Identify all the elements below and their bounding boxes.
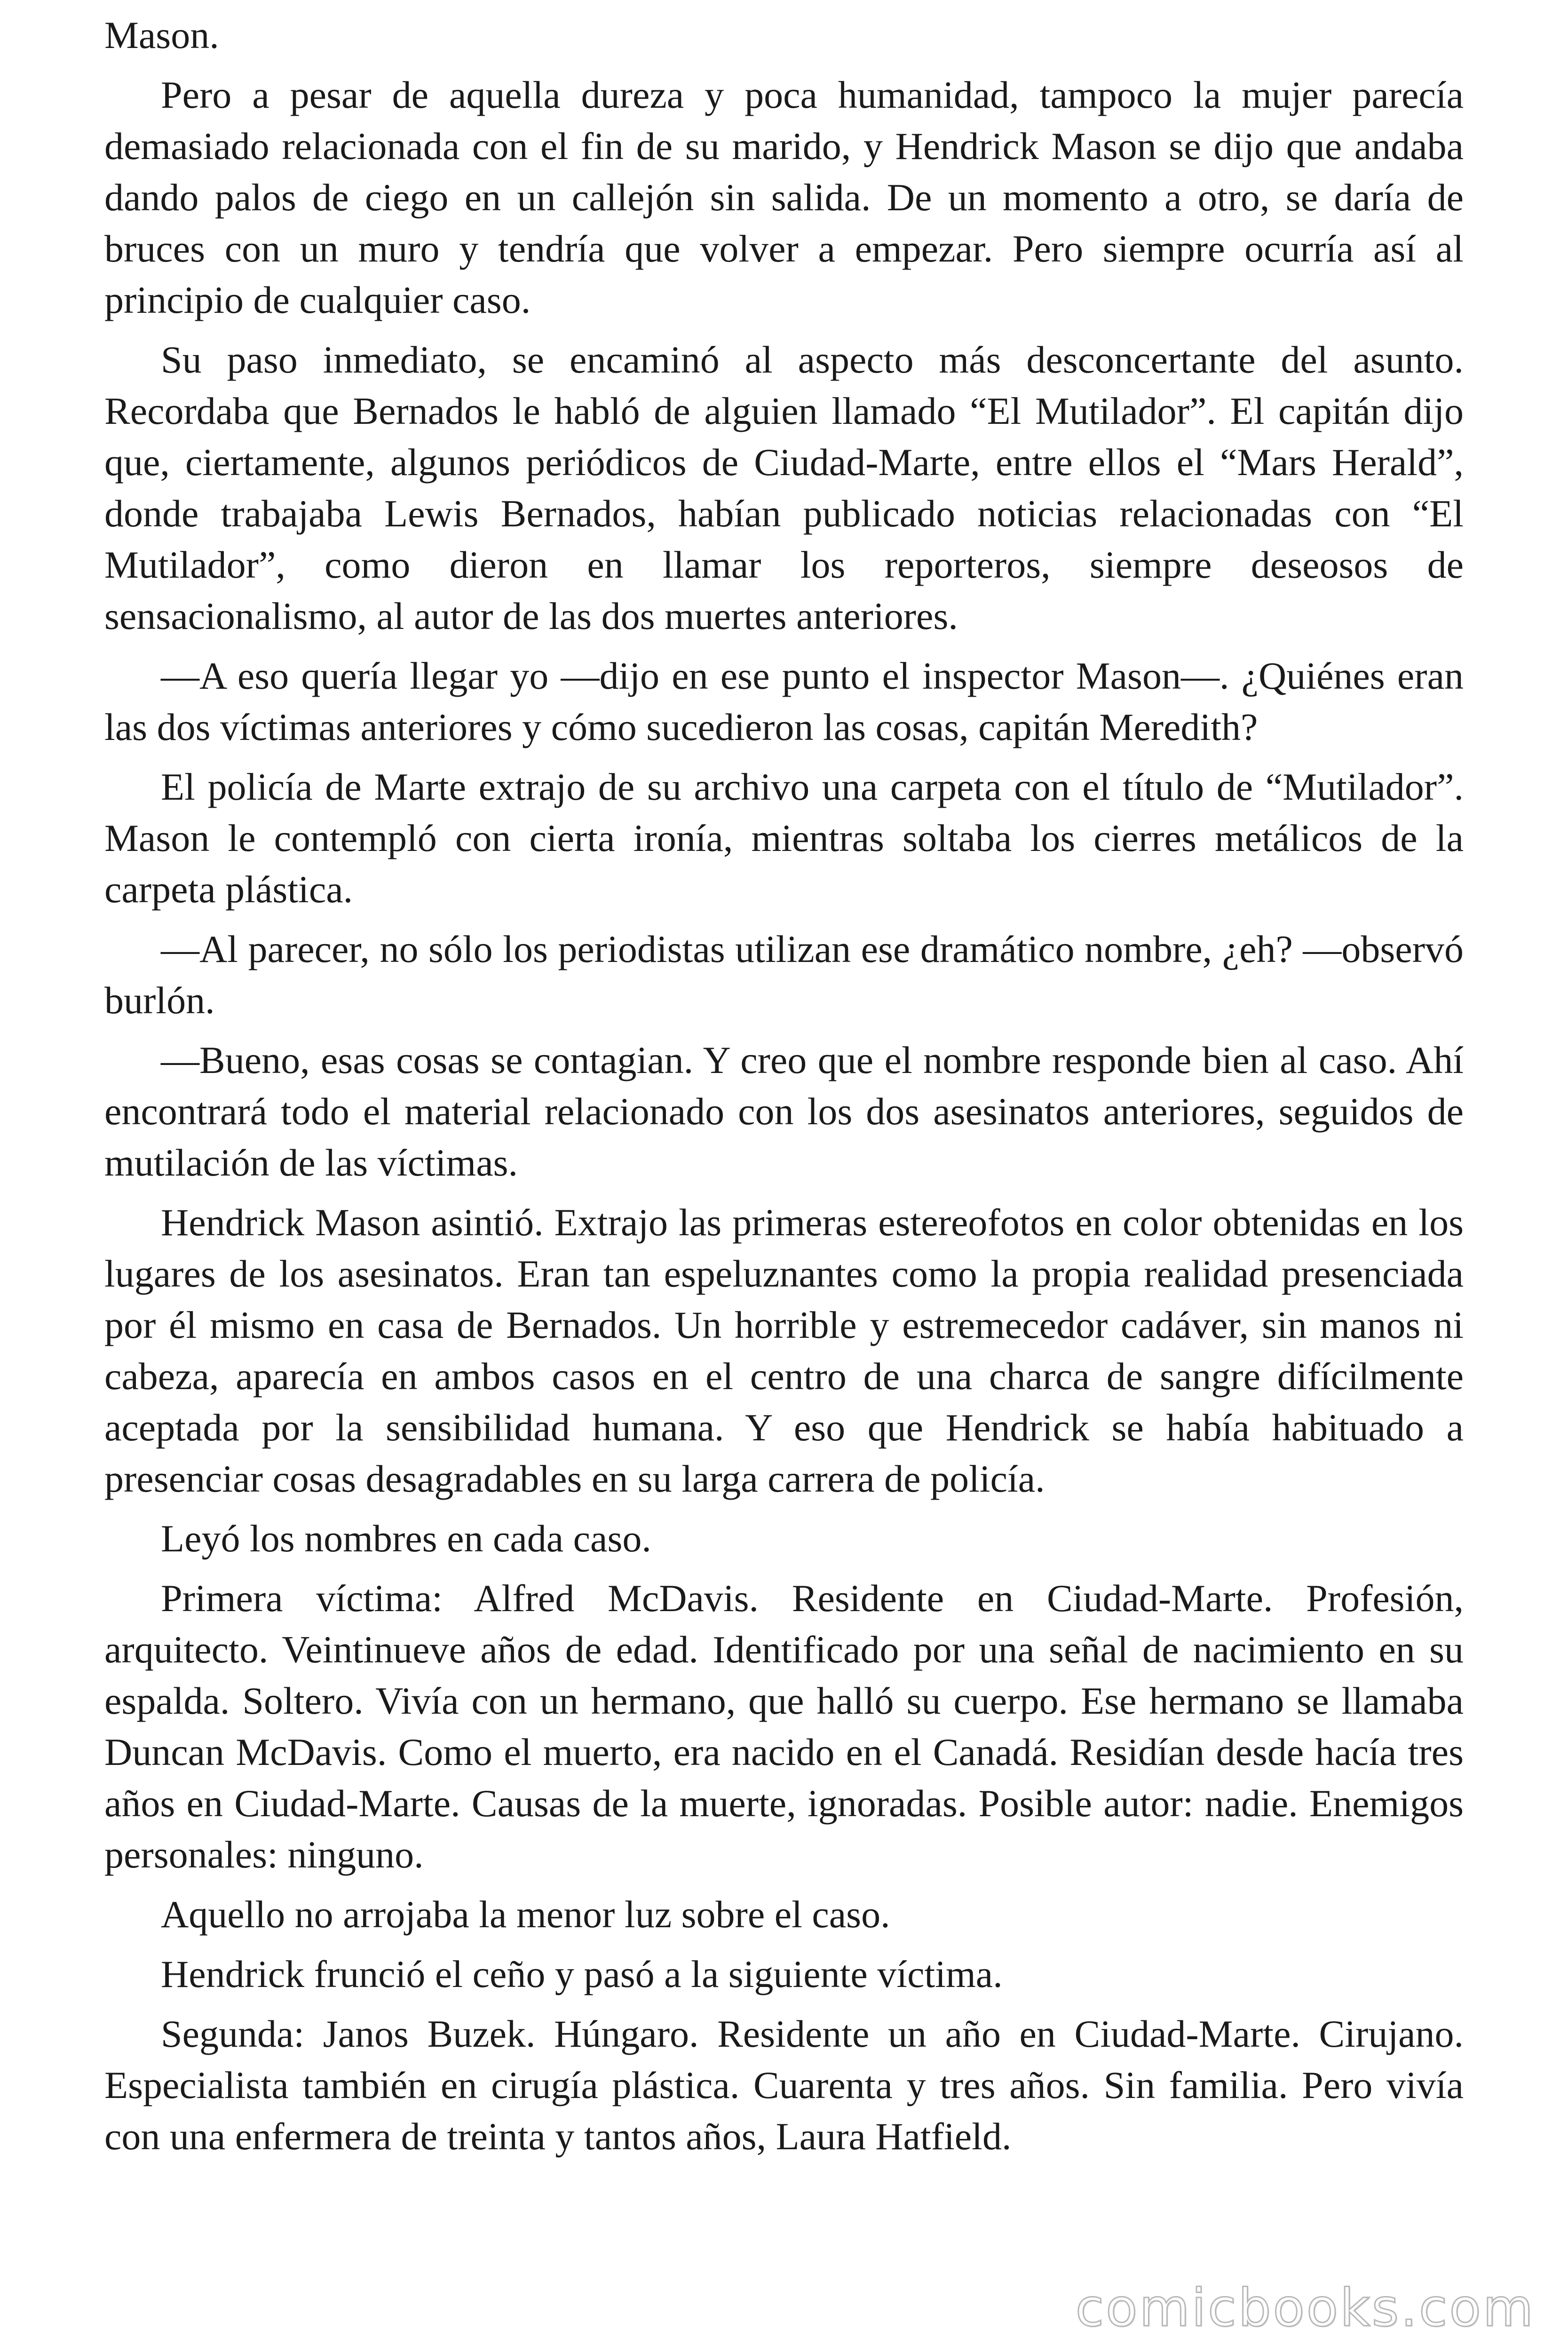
dialogue-paragraph: —Al parecer, no sólo los periodistas utilizan ese dramático nombre, ¿eh? —observó burlón. — [104, 928, 1464, 1022]
watermark-logo: comicbooks.com — [1075, 2278, 1535, 2338]
paragraph: Hendrick Mason asintió. Extrajo las primeras estereofotos en color obtenidas en los lugares de los asesinatos. Eran tan espeluznantes como la propia realidad presenciada por él mismo en casa de Bernados. Un horrible y estremecedor cadáver, sin manos ni cabeza, aparecía en ambos casos en el centro de una charca de sangre difícilmente aceptada por la sensibilidad humana. Y eso que Hendrick se había habituado a presenciar cosas desagradables en su larga carrera de policía. — [104, 1201, 1464, 1500]
paragraph: Hendrick frunció el ceño y pasó a la siguiente víctima. — [161, 1953, 1003, 1995]
paragraph: Primera víctima: Alfred McDavis. Residente en Ciudad-Marte. Profesión, arquitecto. Veintinueve años de edad. Identificado por una señal de nacimiento en su espalda. Soltero. Vivía con un hermano, que halló su cuerpo. Ese hermano se llamaba Duncan McDavis. Como el muerto, era nacido en el Canadá. Residían desde hacía tres años en Ciudad-Marte. Causas de la muerte, ignoradas. Posible autor: nadie. Enemigos personales: ninguno. — [104, 1577, 1464, 1876]
paragraph-continuation: Mason. — [104, 14, 219, 56]
page-text — [104, 9, 1464, 2170]
paragraph: El policía de Marte extrajo de su archivo una carpeta con el título de “Mutilador”. Mason le contempló con cierta ironía, mientras soltaba los cierres metálicos de la carpeta plástica. — [104, 765, 1464, 911]
paragraph: Pero a pesar de aquella dureza y poca humanidad, tampoco la mujer parecía demasiado relacionada con el fin de su marido, y Hendrick Mason se dijo que andaba dando palos de ciego en un callejón sin salida. De un momento a otro, se daría de bruces con un muro y tendría que volver a empezar. Pero siempre ocurría así al principio de cualquier caso. — [104, 73, 1464, 321]
dialogue-paragraph: —Bueno, esas cosas se contagian. Y creo que el nombre responde bien al caso. Ahí encontrará todo el material relacionado con los dos asesinatos anteriores, seguidos de mutilación de las víctimas. — [104, 1039, 1464, 1184]
paragraph: Segunda: Janos Buzek. Húngaro. Residente un año en Ciudad-Marte. Cirujano. Especialista también en cirugía plástica. Cuarenta y tres años. Sin familia. Pero vivía con una enfermera de treinta y tantos años, Laura Hatfield. — [104, 2012, 1464, 2158]
paragraph: Su paso inmediato, se encaminó al aspecto más desconcertante del asunto. Recordaba que Bernados le habló de alguien llamado “El Mutilador”. El capitán dijo que, ciertamente, algunos periódicos de Ciudad-Marte, entre ellos el “Mars Herald”, donde trabajaba Lewis Bernados, habían publicado noticias relacionadas con “El Mutilador”, como dieron en llamar los reporteros, siempre deseosos de sensacionalismo, al autor de las dos muertes anteriores. — [104, 338, 1464, 637]
dialogue-paragraph: —A eso quería llegar yo —dijo en ese punto el inspector Mason—. ¿Quiénes eran las dos víctimas anteriores y cómo sucedieron las cosas, capitán Meredith? — [104, 654, 1464, 748]
paragraph: Leyó los nombres en cada caso. — [161, 1517, 651, 1560]
paragraph: Aquello no arrojaba la menor luz sobre el caso. — [161, 1893, 890, 1936]
